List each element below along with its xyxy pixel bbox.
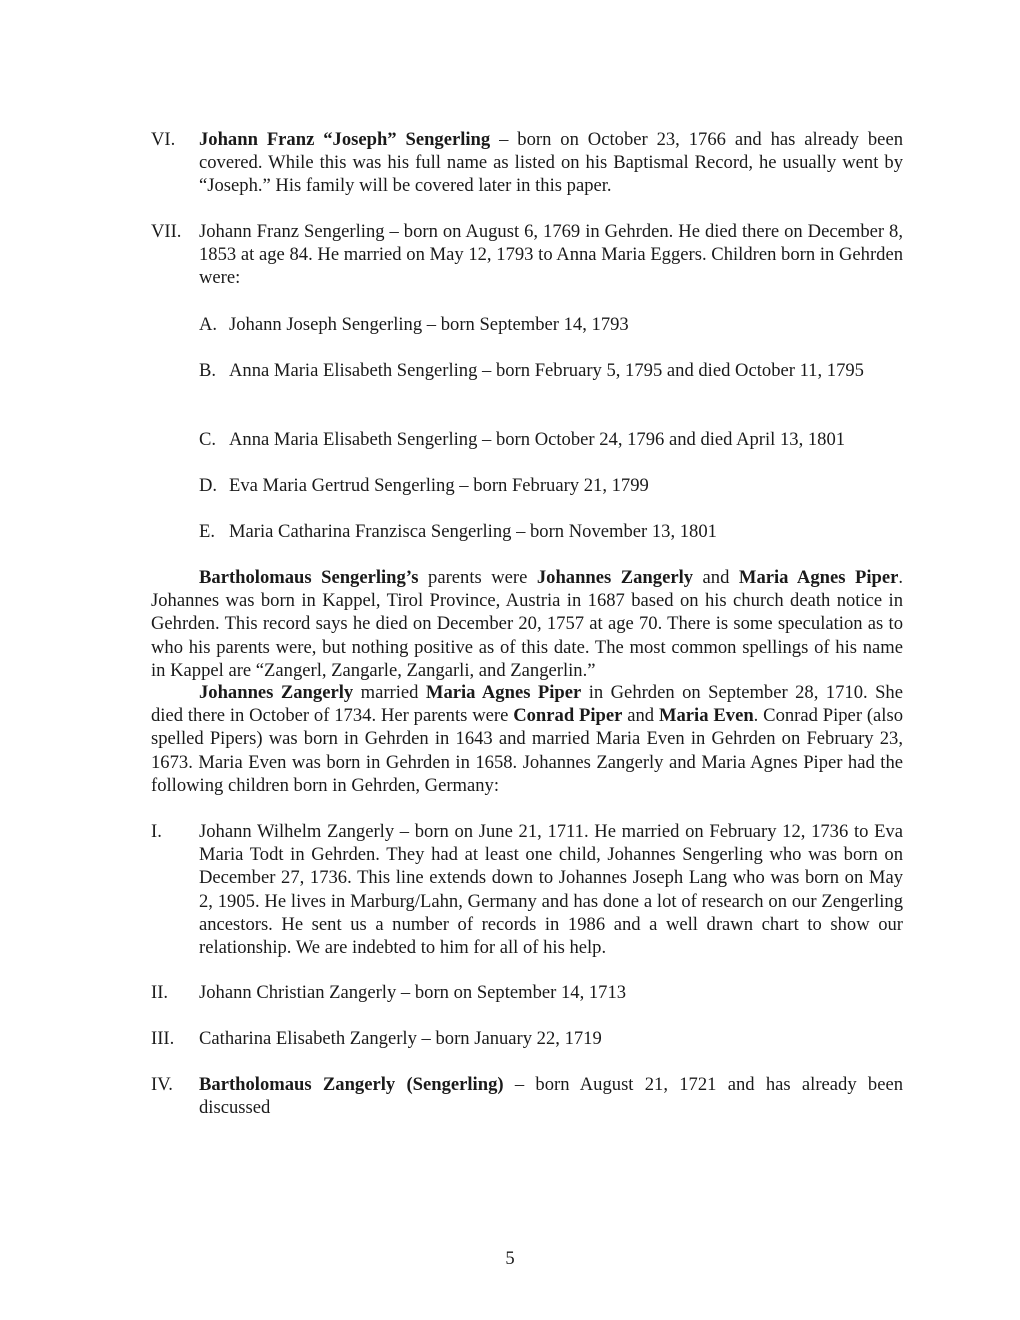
child-entry: Eva Maria Gertrud Sengerling – born February 21, 1799 bbox=[229, 475, 649, 496]
page-number: 5 bbox=[505, 1248, 515, 1269]
list-item: Catharina Elisabeth Zangerly – born January 22, 1719 bbox=[199, 1028, 602, 1049]
child-entry: Anna Maria Elisabeth Sengerling – born February 5, 1795 and died October 11, 1795 bbox=[229, 360, 864, 381]
person-name: Maria Agnes Piper bbox=[738, 567, 899, 588]
person-name: Johannes Zangerly bbox=[536, 567, 694, 588]
paragraph bbox=[151, 566, 903, 682]
list-item-text: – born on October 23, 1766 and has already been covered. While this was his full name as listed on his Baptismal Record, he usually went by “Joseph.” His family will be covered later in this paper. bbox=[199, 129, 903, 197]
paragraph bbox=[151, 681, 903, 797]
person-name: Maria Agnes Piper bbox=[425, 682, 582, 703]
list-numeral: III. bbox=[151, 1028, 175, 1049]
list-item: Johann Wilhelm Zangerly – born on June 21, 1711. He married on February 12, 1736 to Eva Maria Todt in Gehrden. They had at least one child, Johannes Sengerling who was born on December 27, 1736. This line extends down to Johannes Joseph Lang who was born on May 2, 1905. He lives in Marburg/Lahn, Germany and has done a lot of research on our Zengerling ancestors. He sent us a number of records in 1986 and a well drawn chart to show our relationship. We are indebted to him for all of his help. bbox=[199, 821, 903, 959]
child-letter: C. bbox=[199, 429, 217, 450]
paragraph-text: . Conrad Piper (also spelled Pipers) was born in Gehrden in 1643 and married Maria Even in Gehrden on February 23, 1673. Maria Even was born in Gehrden in 1658. Johannes Zangerly and Maria Agnes Piper had the following children born in Gehrden, Germany: bbox=[151, 705, 904, 796]
paragraph-text: and bbox=[693, 567, 739, 588]
child-letter: E. bbox=[199, 521, 216, 542]
list-item bbox=[199, 128, 903, 198]
child-letter: B. bbox=[199, 360, 217, 381]
list-item: Johann Christian Zangerly – born on September 14, 1713 bbox=[199, 982, 627, 1003]
person-name: Bartholomaus Zangerly (Sengerling) bbox=[199, 1074, 504, 1095]
list-item-text: – born August 21, 1721 and has already been discussed bbox=[199, 1074, 903, 1119]
paragraph-text: married bbox=[353, 682, 426, 703]
person-name: Johannes Zangerly bbox=[199, 682, 354, 703]
child-entry: Anna Maria Elisabeth Sengerling – born October 24, 1796 and died April 13, 1801 bbox=[229, 429, 846, 450]
person-name: Conrad Piper bbox=[513, 705, 623, 727]
person-name: Johann Franz “Joseph” Sengerling bbox=[199, 129, 491, 150]
paragraph-text: . Johannes was born in Kappel, Tirol Province, Austria in 1687 based on his church death notice in Gehrden. This record says he died on December 20, 1757 at age 70. There is some speculation as to who his parents were, but nothing positive as of this date. The most common spellings of his name in Kappel are “Zangerl, Zangarle, Zangarli, and Zangerlin.” bbox=[151, 567, 903, 681]
list-item bbox=[199, 1073, 903, 1119]
child-letter: D. bbox=[199, 475, 218, 496]
list-numeral: IV. bbox=[151, 1074, 173, 1095]
list-item: Johann Franz Sengerling – born on August 6, 1769 in Gehrden. He died there on December 8, 1853 at age 84. He married on May 12, 1793 to Anna Maria Eggers. Children born in Gehrden were: bbox=[199, 221, 903, 289]
paragraph-text: and bbox=[622, 705, 659, 727]
child-entry: Maria Catharina Franzisca Sengerling – born November 13, 1801 bbox=[229, 521, 717, 542]
list-numeral: VI. bbox=[151, 129, 176, 150]
paragraph-text: parents were bbox=[418, 567, 537, 588]
list-numeral: I. bbox=[151, 821, 162, 842]
child-letter: A. bbox=[199, 314, 218, 335]
child-entry: Johann Joseph Sengerling – born September 14, 1793 bbox=[229, 314, 629, 335]
list-numeral: VII. bbox=[151, 221, 182, 242]
list-numeral: II. bbox=[151, 982, 169, 1003]
person-name: Maria Even bbox=[658, 705, 754, 727]
person-name: Bartholomaus Sengerling’s bbox=[199, 567, 419, 588]
paragraph-text: in Gehrden on September 28, 1710. She died there in October of 1734. Her parents were bbox=[151, 682, 903, 727]
